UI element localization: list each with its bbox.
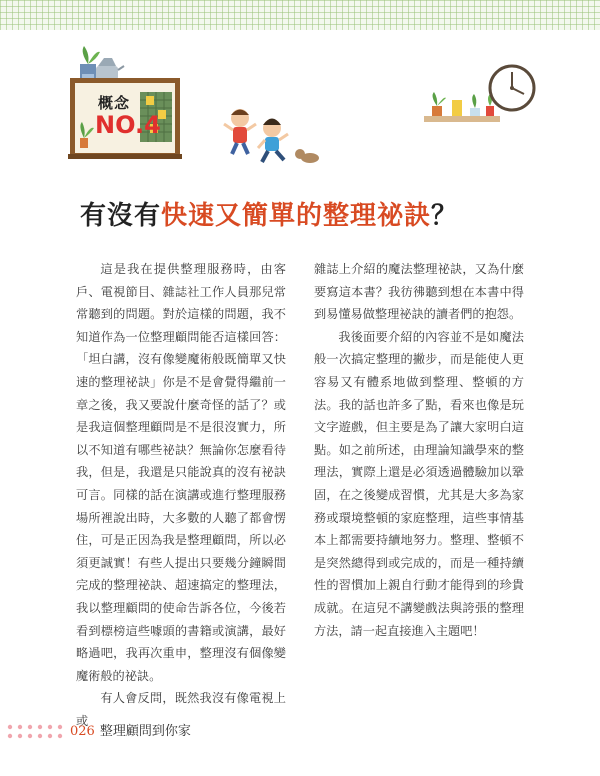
concept-number: NO.4 — [95, 111, 161, 139]
wall-clock-icon — [490, 66, 534, 110]
paragraph: 我後面要介紹的內容並不是如魔法般一次搞定整理的撇步，而是能使人更容易又有體系地做到整理、整頓的方法。我的話也許多了點，看來也像是玩文字遊戲，但主要是為了讓大家明白這點。如之前所述，由理論知識學來的整理法，實際上還是必須透過體驗加以鞏固，在之後變成習慣，尤其是大多為家務或環境整頓的家庭整理，這些事情基本上都需要持續地努力。整理、整頓不是突然總得到或完成的，而是一種持續性的習慣加上親自行動才能得到的珍貴成就。在這兒不講變戲法與誇張的整理方法，請一起直接進入主題吧！ — [314, 329, 524, 638]
page-number: 026 — [70, 724, 95, 739]
title-part1: 有沒有 — [80, 201, 162, 231]
children-illustration — [224, 109, 319, 163]
book-title: 整理顧問到你家 — [99, 724, 191, 739]
paragraph: 這是我在提供整理服務時，由客戶、電視節目、雜誌社工作人員那兒常常聽到的問題。對於這樣的問題，我不知道作為一位整理顧問能否這樣回答：「坦白講，沒有像變魔術般既簡單又快速的整理祕訣」你是不是會覺得繼前一章之後，我又要說什麼奇怪的話了？或是我這個整理顧問是不是很沒實力，所以不知道有哪些祕訣？無論你怎麼看待我，但是，我還是只能說真的沒有祕訣可言。同樣的話在演講或進行整理服務場所裡說出時，大多數的人聽了都會愣住，可是正因為我是整理顧問，所以必須更誠實！有些人提出只要幾分鐘瞬間完成的整理祕訣、超速搞定的整理法，我以整理顧問的使命告訴各位，今後若看到標榜這些噱頭的書籍或演講，最好略過吧，我再次重申，整理沒有個像變魔術般的祕訣。 — [76, 262, 286, 683]
page-title — [80, 195, 458, 232]
text-column-right — [314, 258, 524, 642]
wall-shelf-plants — [424, 92, 500, 122]
concept-label: 概念 — [98, 94, 131, 112]
paragraph: 有人會反問，既然我沒有像電視上或 — [76, 691, 286, 728]
footer-dots-decoration — [6, 722, 66, 742]
title-highlight: 快速又簡單的整理祕訣 — [161, 201, 432, 231]
paragraph: 雜誌上介紹的魔法整理祕訣，又為什麼要寫這本書？我彷彿聽到想在本書中得到易懂易做整理祕訣的讀者們的抱怨。 — [314, 262, 524, 322]
title-part2: ？ — [431, 201, 459, 231]
kettle-icon — [96, 58, 124, 80]
header-illustration — [0, 0, 600, 180]
text-column-left — [76, 258, 286, 732]
page-footer — [70, 720, 191, 739]
